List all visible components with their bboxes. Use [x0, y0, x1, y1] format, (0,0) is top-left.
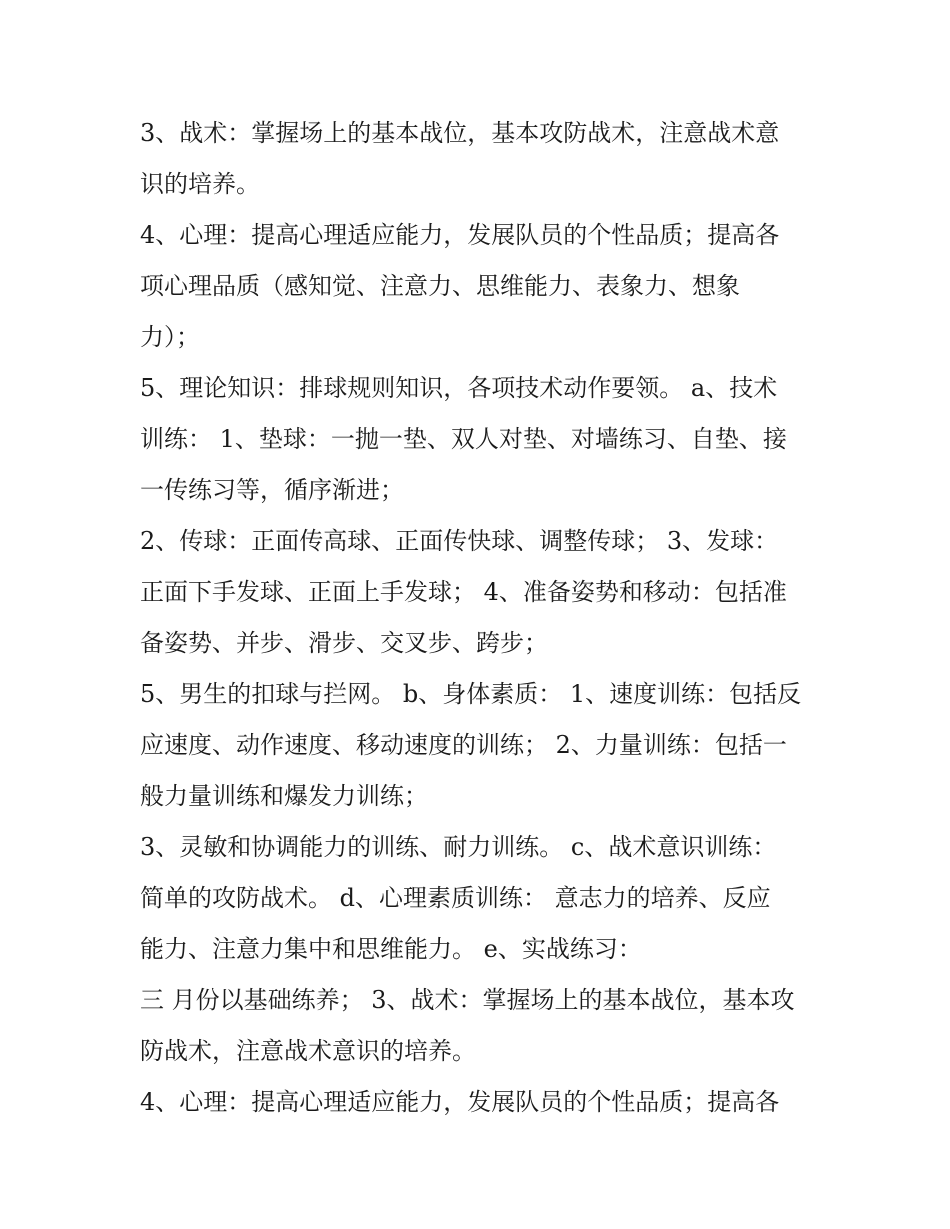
text-line: 3、战术：掌握场上的基本战位，基本攻防战术，注意战术意 [140, 119, 780, 147]
text-line: 三 月份以基础练养； 3、战术：掌握场上的基本战位，基本攻 [140, 986, 795, 1014]
text-line: 般力量训练和爆发力训练； [140, 782, 428, 810]
text-line: 4、心理：提高心理适应能力，发展队员的个性品质；提高各 [140, 221, 780, 249]
text-line: 3、灵敏和协调能力的训练、耐力训练。 c、战术意识训练： [140, 833, 777, 861]
text-line: 一传练习等，循序渐进； [140, 476, 404, 504]
text-line: 防战术，注意战术意识的培养。 [140, 1037, 476, 1065]
text-line: 正面下手发球、正面上手发球； 4、准备姿势和移动：包括准 [140, 578, 787, 606]
text-line: 5、理论知识：排球规则知识，各项技术动作要领。 a、技术 [140, 374, 778, 402]
text-line: 训练： 1、垫球：一抛一垫、双人对垫、对墙练习、自垫、接 [140, 425, 787, 453]
text-line: 力）； [140, 323, 200, 351]
text-line: 应速度、动作速度、移动速度的训练； 2、力量训练：包括一 [140, 731, 787, 759]
text-line: 识的培养。 [140, 170, 260, 198]
text-line: 简单的攻防战术。 d、心理素质训练： 意志力的培养、反应 [140, 884, 771, 912]
text-line: 能力、注意力集中和思维能力。 e、实战练习： [140, 935, 642, 963]
text-line: 项心理品质（感知觉、注意力、思维能力、表象力、想象 [140, 272, 740, 300]
text-line: 5、男生的扣球与拦网。 b、身体素质： 1、速度训练：包括反 [140, 680, 802, 708]
text-line: 2、传球：正面传高球、正面传快球、调整传球； 3、发球： [140, 527, 779, 555]
text-line: 4、心理：提高心理适应能力，发展队员的个性品质；提高各 [140, 1088, 780, 1116]
text-line: 备姿势、并步、滑步、交叉步、跨步； [140, 629, 548, 657]
document-body [140, 108, 820, 1128]
